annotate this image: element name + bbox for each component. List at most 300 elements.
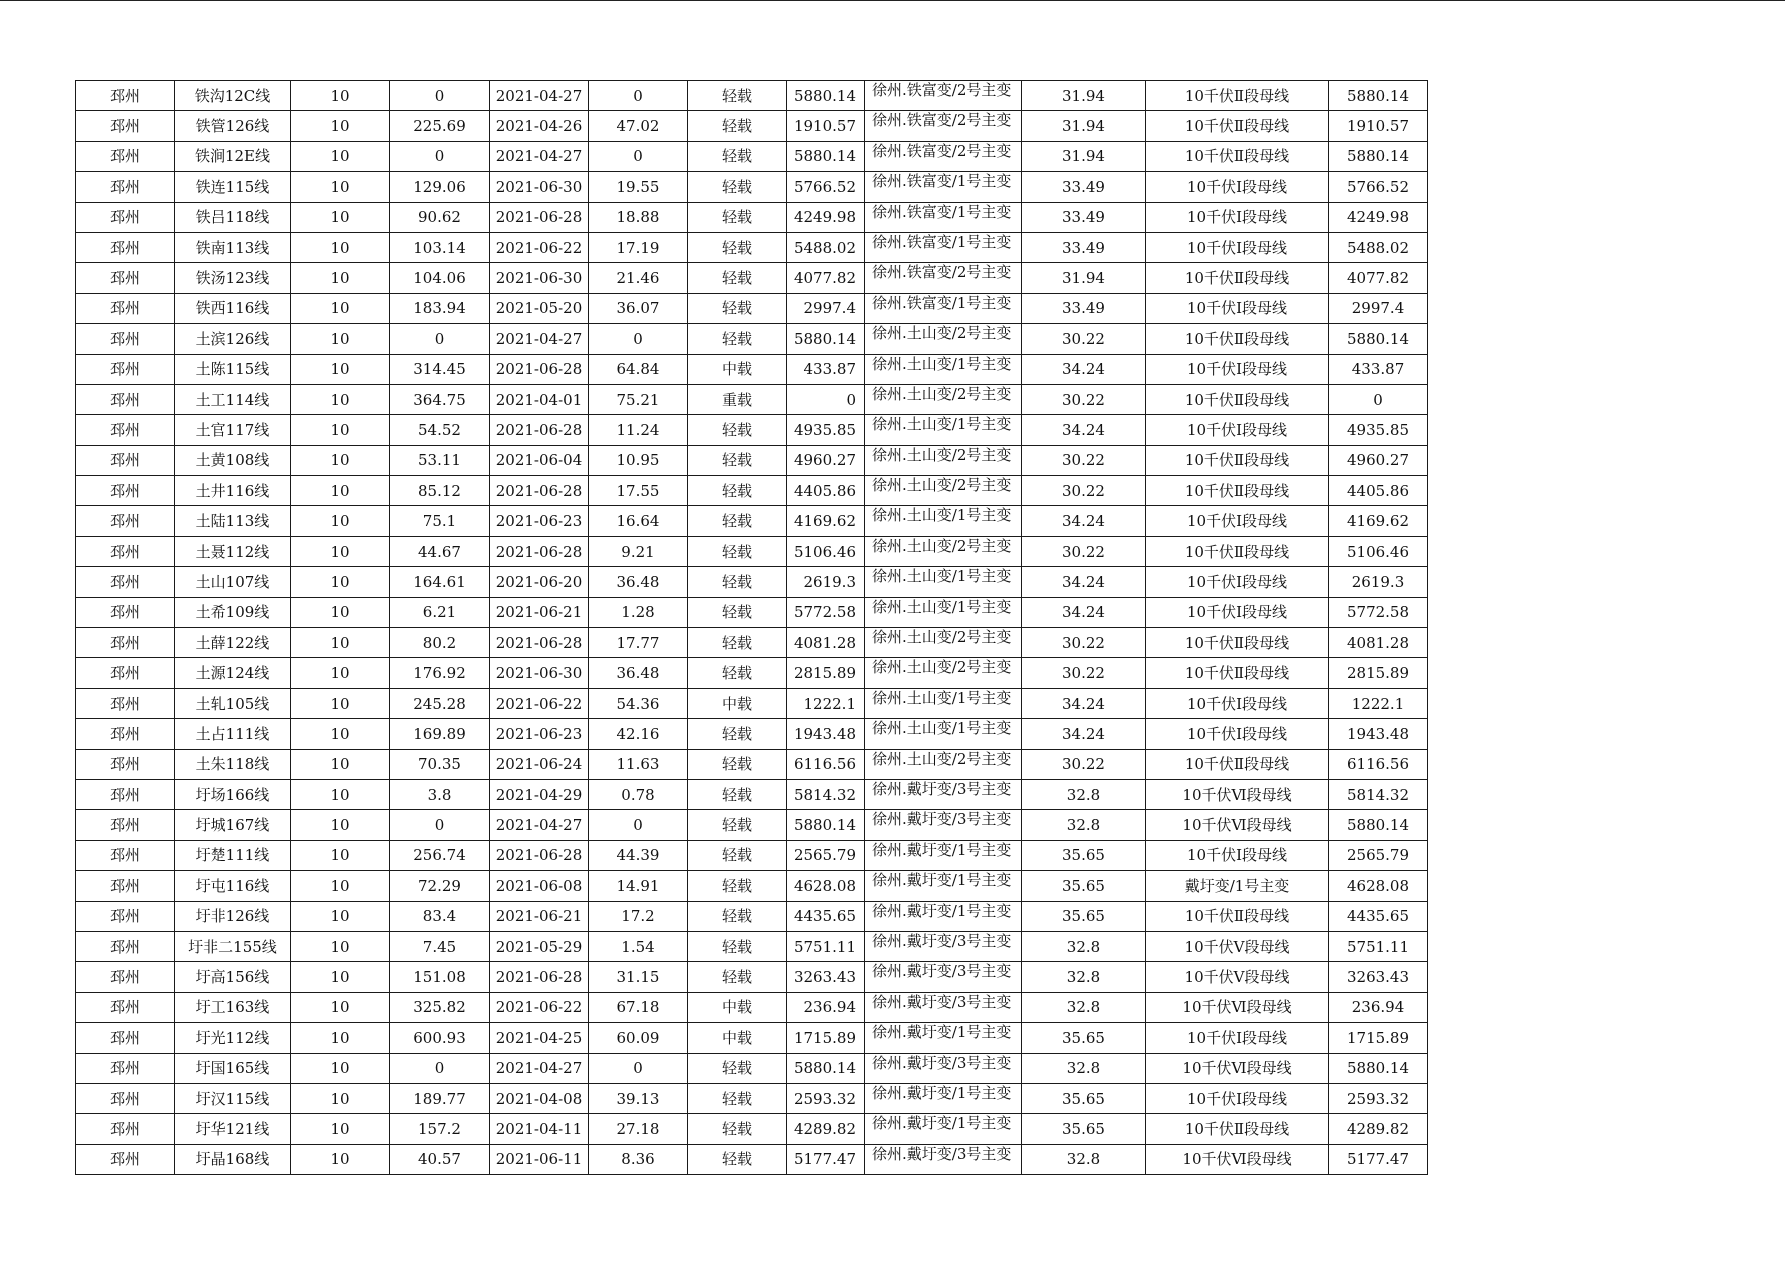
transformer-cell: 徐州.铁富变/1号主变 [865, 202, 1022, 232]
load-rate-cell: 39.13 [589, 1083, 688, 1113]
transformer-cell: 徐州.铁富变/2号主变 [865, 81, 1022, 111]
date-cell: 2021-04-25 [490, 1023, 589, 1053]
load-value-cell: 157.2 [390, 1114, 490, 1144]
load-value-cell: 0 [390, 810, 490, 840]
busbar-cell: 10千伏Ⅵ段母线 [1146, 1144, 1329, 1174]
load-status-cell: 中载 [688, 688, 787, 718]
line-name-cell: 土陈115线 [175, 354, 291, 384]
transformer-rate-cell: 30.22 [1022, 536, 1146, 566]
load-rate-cell: 14.91 [589, 871, 688, 901]
available-capacity-cell: 5880.14 [1329, 1053, 1428, 1083]
table-row [76, 901, 1428, 931]
load-value-cell: 6.21 [390, 597, 490, 627]
voltage-cell: 10 [291, 901, 390, 931]
load-status-cell: 轻载 [688, 1114, 787, 1144]
date-cell: 2021-06-11 [490, 1144, 589, 1174]
capacity-cell: 5880.14 [787, 324, 865, 354]
voltage-cell: 10 [291, 628, 390, 658]
load-value-cell: 90.62 [390, 202, 490, 232]
capacity-cell: 4435.65 [787, 901, 865, 931]
transformer-rate-cell: 32.8 [1022, 1144, 1146, 1174]
busbar-cell: 10千伏Ⅰ段母线 [1146, 1083, 1329, 1113]
capacity-cell: 4081.28 [787, 628, 865, 658]
voltage-cell: 10 [291, 992, 390, 1022]
line-name-cell: 土官117线 [175, 415, 291, 445]
available-capacity-cell: 4435.65 [1329, 901, 1428, 931]
voltage-cell: 10 [291, 688, 390, 718]
line-name-cell: 圩光112线 [175, 1023, 291, 1053]
load-status-cell: 中载 [688, 1023, 787, 1053]
table-row [76, 628, 1428, 658]
load-rate-cell: 54.36 [589, 688, 688, 718]
load-rate-cell: 17.19 [589, 232, 688, 262]
region-cell: 邳州 [76, 1083, 175, 1113]
table-row [76, 962, 1428, 992]
table-row [76, 111, 1428, 141]
busbar-cell: 10千伏Ⅵ段母线 [1146, 779, 1329, 809]
region-cell: 邳州 [76, 871, 175, 901]
load-rate-cell: 0.78 [589, 779, 688, 809]
transformer-rate-cell: 35.65 [1022, 840, 1146, 870]
voltage-cell: 10 [291, 293, 390, 323]
date-cell: 2021-06-22 [490, 992, 589, 1022]
region-cell: 邳州 [76, 1023, 175, 1053]
busbar-cell: 10千伏Ⅱ段母线 [1146, 384, 1329, 414]
region-cell: 邳州 [76, 1114, 175, 1144]
load-value-cell: 314.45 [390, 354, 490, 384]
line-name-cell: 铁涧12E线 [175, 141, 291, 171]
load-rate-cell: 31.15 [589, 962, 688, 992]
load-status-cell: 轻载 [688, 141, 787, 171]
load-status-cell: 轻载 [688, 172, 787, 202]
transformer-rate-cell: 31.94 [1022, 263, 1146, 293]
available-capacity-cell: 0 [1329, 384, 1428, 414]
voltage-cell: 10 [291, 202, 390, 232]
voltage-cell: 10 [291, 1083, 390, 1113]
load-status-cell: 轻载 [688, 567, 787, 597]
date-cell: 2021-06-23 [490, 506, 589, 536]
date-cell: 2021-06-28 [490, 476, 589, 506]
date-cell: 2021-06-28 [490, 415, 589, 445]
line-name-cell: 圩非126线 [175, 901, 291, 931]
capacity-cell: 4249.98 [787, 202, 865, 232]
available-capacity-cell: 5177.47 [1329, 1144, 1428, 1174]
transformer-rate-cell: 30.22 [1022, 324, 1146, 354]
busbar-cell: 10千伏Ⅱ段母线 [1146, 628, 1329, 658]
busbar-cell: 10千伏Ⅱ段母线 [1146, 476, 1329, 506]
voltage-cell: 10 [291, 749, 390, 779]
busbar-cell: 10千伏Ⅱ段母线 [1146, 536, 1329, 566]
busbar-cell: 10千伏Ⅰ段母线 [1146, 293, 1329, 323]
capacity-cell: 5772.58 [787, 597, 865, 627]
load-status-cell: 轻载 [688, 749, 787, 779]
line-name-cell: 土薛122线 [175, 628, 291, 658]
date-cell: 2021-04-27 [490, 324, 589, 354]
capacity-cell: 2619.3 [787, 567, 865, 597]
busbar-cell: 10千伏Ⅰ段母线 [1146, 1023, 1329, 1053]
load-rate-cell: 47.02 [589, 111, 688, 141]
load-status-cell: 中载 [688, 354, 787, 384]
table-row [76, 658, 1428, 688]
table-row [76, 202, 1428, 232]
table-body [76, 81, 1428, 1175]
table-row [76, 324, 1428, 354]
load-rate-cell: 8.36 [589, 1144, 688, 1174]
load-value-cell: 70.35 [390, 749, 490, 779]
region-cell: 邳州 [76, 719, 175, 749]
transformer-cell: 徐州.戴圩变/1号主变 [865, 901, 1022, 931]
table-row [76, 810, 1428, 840]
transformer-cell: 徐州.铁富变/2号主变 [865, 141, 1022, 171]
table-row [76, 597, 1428, 627]
voltage-cell: 10 [291, 779, 390, 809]
date-cell: 2021-05-20 [490, 293, 589, 323]
table-row [76, 536, 1428, 566]
transformer-rate-cell: 32.8 [1022, 1053, 1146, 1083]
capacity-cell: 1910.57 [787, 111, 865, 141]
transformer-cell: 徐州.土山变/2号主变 [865, 476, 1022, 506]
region-cell: 邳州 [76, 172, 175, 202]
table-row [76, 931, 1428, 961]
line-name-cell: 圩城167线 [175, 810, 291, 840]
region-cell: 邳州 [76, 810, 175, 840]
transformer-rate-cell: 31.94 [1022, 111, 1146, 141]
transformer-cell: 徐州.铁富变/1号主变 [865, 293, 1022, 323]
load-rate-cell: 1.54 [589, 931, 688, 961]
line-name-cell: 土朱118线 [175, 749, 291, 779]
table-row [76, 263, 1428, 293]
page-top-rule [0, 0, 1785, 1]
load-rate-cell: 0 [589, 1053, 688, 1083]
load-rate-cell: 0 [589, 81, 688, 111]
voltage-cell: 10 [291, 658, 390, 688]
transformer-rate-cell: 30.22 [1022, 658, 1146, 688]
busbar-cell: 10千伏Ⅱ段母线 [1146, 141, 1329, 171]
table-row [76, 354, 1428, 384]
transformer-cell: 徐州.戴圩变/3号主变 [865, 992, 1022, 1022]
date-cell: 2021-06-23 [490, 719, 589, 749]
transformer-rate-cell: 33.49 [1022, 202, 1146, 232]
load-rate-cell: 75.21 [589, 384, 688, 414]
load-status-cell: 轻载 [688, 962, 787, 992]
line-name-cell: 圩场166线 [175, 779, 291, 809]
transformer-rate-cell: 31.94 [1022, 81, 1146, 111]
voltage-cell: 10 [291, 840, 390, 870]
region-cell: 邳州 [76, 628, 175, 658]
line-name-cell: 圩工163线 [175, 992, 291, 1022]
transformer-cell: 徐州.土山变/2号主变 [865, 628, 1022, 658]
voltage-cell: 10 [291, 415, 390, 445]
transformer-rate-cell: 32.8 [1022, 931, 1146, 961]
line-name-cell: 圩高156线 [175, 962, 291, 992]
load-value-cell: 129.06 [390, 172, 490, 202]
available-capacity-cell: 4935.85 [1329, 415, 1428, 445]
transformer-rate-cell: 31.94 [1022, 141, 1146, 171]
load-status-cell: 重载 [688, 384, 787, 414]
region-cell: 邳州 [76, 141, 175, 171]
region-cell: 邳州 [76, 962, 175, 992]
busbar-cell: 10千伏Ⅱ段母线 [1146, 658, 1329, 688]
busbar-cell: 10千伏Ⅰ段母线 [1146, 202, 1329, 232]
date-cell: 2021-04-11 [490, 1114, 589, 1144]
load-rate-cell: 42.16 [589, 719, 688, 749]
transformer-cell: 徐州.土山变/2号主变 [865, 749, 1022, 779]
load-status-cell: 中载 [688, 992, 787, 1022]
line-name-cell: 土希109线 [175, 597, 291, 627]
load-status-cell: 轻载 [688, 1053, 787, 1083]
load-status-cell: 轻载 [688, 111, 787, 141]
busbar-cell: 10千伏Ⅵ段母线 [1146, 1053, 1329, 1083]
load-status-cell: 轻载 [688, 901, 787, 931]
load-value-cell: 83.4 [390, 901, 490, 931]
transformer-cell: 徐州.戴圩变/1号主变 [865, 1023, 1022, 1053]
region-cell: 邳州 [76, 779, 175, 809]
voltage-cell: 10 [291, 931, 390, 961]
table-row [76, 567, 1428, 597]
capacity-cell: 4935.85 [787, 415, 865, 445]
transformer-rate-cell: 30.22 [1022, 476, 1146, 506]
load-rate-cell: 17.77 [589, 628, 688, 658]
load-rate-cell: 17.2 [589, 901, 688, 931]
capacity-cell: 4960.27 [787, 445, 865, 475]
busbar-cell: 10千伏Ⅰ段母线 [1146, 232, 1329, 262]
voltage-cell: 10 [291, 172, 390, 202]
load-status-cell: 轻载 [688, 1083, 787, 1113]
load-value-cell: 256.74 [390, 840, 490, 870]
load-status-cell: 轻载 [688, 719, 787, 749]
transformer-rate-cell: 32.8 [1022, 779, 1146, 809]
region-cell: 邳州 [76, 384, 175, 414]
table-row [76, 719, 1428, 749]
transformer-rate-cell: 32.8 [1022, 992, 1146, 1022]
available-capacity-cell: 1222.1 [1329, 688, 1428, 718]
date-cell: 2021-05-29 [490, 931, 589, 961]
table-row [76, 81, 1428, 111]
region-cell: 邳州 [76, 324, 175, 354]
busbar-cell: 10千伏Ⅰ段母线 [1146, 719, 1329, 749]
load-status-cell: 轻载 [688, 536, 787, 566]
load-value-cell: 104.06 [390, 263, 490, 293]
region-cell: 邳州 [76, 232, 175, 262]
transformer-cell: 徐州.铁富变/1号主变 [865, 232, 1022, 262]
load-rate-cell: 36.07 [589, 293, 688, 323]
transformer-cell: 徐州.土山变/1号主变 [865, 415, 1022, 445]
available-capacity-cell: 6116.56 [1329, 749, 1428, 779]
voltage-cell: 10 [291, 536, 390, 566]
region-cell: 邳州 [76, 840, 175, 870]
date-cell: 2021-06-04 [490, 445, 589, 475]
table-row [76, 415, 1428, 445]
date-cell: 2021-06-28 [490, 536, 589, 566]
load-value-cell: 80.2 [390, 628, 490, 658]
line-name-cell: 土黄108线 [175, 445, 291, 475]
region-cell: 邳州 [76, 263, 175, 293]
transformer-cell: 徐州.土山变/1号主变 [865, 688, 1022, 718]
line-name-cell: 圩国165线 [175, 1053, 291, 1083]
available-capacity-cell: 5766.52 [1329, 172, 1428, 202]
load-status-cell: 轻载 [688, 810, 787, 840]
transformer-rate-cell: 34.24 [1022, 354, 1146, 384]
line-name-cell: 铁沟12C线 [175, 81, 291, 111]
region-cell: 邳州 [76, 506, 175, 536]
load-rate-cell: 16.64 [589, 506, 688, 536]
busbar-cell: 10千伏Ⅱ段母线 [1146, 81, 1329, 111]
load-value-cell: 85.12 [390, 476, 490, 506]
load-rate-cell: 11.24 [589, 415, 688, 445]
region-cell: 邳州 [76, 476, 175, 506]
line-name-cell: 铁连115线 [175, 172, 291, 202]
line-name-cell: 圩晶168线 [175, 1144, 291, 1174]
table-row [76, 840, 1428, 870]
date-cell: 2021-06-30 [490, 263, 589, 293]
transformer-cell: 徐州.土山变/2号主变 [865, 384, 1022, 414]
voltage-cell: 10 [291, 81, 390, 111]
date-cell: 2021-06-21 [490, 901, 589, 931]
table-row [76, 749, 1428, 779]
capacity-cell: 2565.79 [787, 840, 865, 870]
transformer-cell: 徐州.土山变/1号主变 [865, 719, 1022, 749]
line-name-cell: 圩楚111线 [175, 840, 291, 870]
date-cell: 2021-06-24 [490, 749, 589, 779]
voltage-cell: 10 [291, 1053, 390, 1083]
transformer-cell: 徐州.土山变/1号主变 [865, 597, 1022, 627]
capacity-cell: 236.94 [787, 992, 865, 1022]
voltage-cell: 10 [291, 263, 390, 293]
capacity-cell: 5751.11 [787, 931, 865, 961]
available-capacity-cell: 4405.86 [1329, 476, 1428, 506]
load-rate-cell: 10.95 [589, 445, 688, 475]
load-rate-cell: 9.21 [589, 536, 688, 566]
transformer-cell: 徐州.铁富变/1号主变 [865, 172, 1022, 202]
capacity-cell: 0 [787, 384, 865, 414]
table-row [76, 476, 1428, 506]
transformer-rate-cell: 32.8 [1022, 962, 1146, 992]
available-capacity-cell: 5106.46 [1329, 536, 1428, 566]
date-cell: 2021-06-08 [490, 871, 589, 901]
transformer-rate-cell: 35.65 [1022, 1083, 1146, 1113]
transformer-cell: 徐州.戴圩变/3号主变 [865, 1053, 1022, 1083]
load-rate-cell: 17.55 [589, 476, 688, 506]
load-value-cell: 0 [390, 141, 490, 171]
date-cell: 2021-04-26 [490, 111, 589, 141]
load-status-cell: 轻载 [688, 1144, 787, 1174]
line-name-cell: 铁西116线 [175, 293, 291, 323]
transformer-cell: 徐州.土山变/1号主变 [865, 506, 1022, 536]
load-value-cell: 44.67 [390, 536, 490, 566]
busbar-cell: 10千伏Ⅰ段母线 [1146, 597, 1329, 627]
region-cell: 邳州 [76, 992, 175, 1022]
transformer-cell: 徐州.戴圩变/1号主变 [865, 1083, 1022, 1113]
available-capacity-cell: 5880.14 [1329, 141, 1428, 171]
transformer-rate-cell: 34.24 [1022, 688, 1146, 718]
table-row [76, 688, 1428, 718]
table-row [76, 871, 1428, 901]
busbar-cell: 10千伏Ⅱ段母线 [1146, 1114, 1329, 1144]
busbar-cell: 10千伏Ⅰ段母线 [1146, 506, 1329, 536]
available-capacity-cell: 4077.82 [1329, 263, 1428, 293]
load-value-cell: 176.92 [390, 658, 490, 688]
capacity-cell: 4405.86 [787, 476, 865, 506]
table-row [76, 172, 1428, 202]
voltage-cell: 10 [291, 354, 390, 384]
available-capacity-cell: 236.94 [1329, 992, 1428, 1022]
load-value-cell: 75.1 [390, 506, 490, 536]
available-capacity-cell: 5880.14 [1329, 324, 1428, 354]
load-rate-cell: 36.48 [589, 658, 688, 688]
transformer-cell: 徐州.土山变/2号主变 [865, 536, 1022, 566]
load-status-cell: 轻载 [688, 202, 787, 232]
date-cell: 2021-06-22 [490, 232, 589, 262]
load-value-cell: 54.52 [390, 415, 490, 445]
voltage-cell: 10 [291, 506, 390, 536]
load-value-cell: 600.93 [390, 1023, 490, 1053]
load-rate-cell: 0 [589, 141, 688, 171]
voltage-cell: 10 [291, 597, 390, 627]
region-cell: 邳州 [76, 536, 175, 566]
load-rate-cell: 0 [589, 324, 688, 354]
load-status-cell: 轻载 [688, 232, 787, 262]
busbar-cell: 10千伏Ⅱ段母线 [1146, 445, 1329, 475]
busbar-cell: 10千伏Ⅴ段母线 [1146, 931, 1329, 961]
voltage-cell: 10 [291, 141, 390, 171]
capacity-cell: 1222.1 [787, 688, 865, 718]
date-cell: 2021-04-01 [490, 384, 589, 414]
line-name-cell: 圩屯116线 [175, 871, 291, 901]
line-name-cell: 圩汉115线 [175, 1083, 291, 1113]
region-cell: 邳州 [76, 1144, 175, 1174]
busbar-cell: 10千伏Ⅰ段母线 [1146, 354, 1329, 384]
voltage-cell: 10 [291, 962, 390, 992]
line-name-cell: 土源124线 [175, 658, 291, 688]
table-row [76, 141, 1428, 171]
capacity-cell: 5880.14 [787, 1053, 865, 1083]
available-capacity-cell: 1910.57 [1329, 111, 1428, 141]
load-value-cell: 0 [390, 1053, 490, 1083]
available-capacity-cell: 5772.58 [1329, 597, 1428, 627]
region-cell: 邳州 [76, 354, 175, 384]
transformer-rate-cell: 35.65 [1022, 901, 1146, 931]
load-rate-cell: 64.84 [589, 354, 688, 384]
load-status-cell: 轻载 [688, 840, 787, 870]
busbar-cell: 10千伏Ⅰ段母线 [1146, 172, 1329, 202]
load-status-cell: 轻载 [688, 628, 787, 658]
load-value-cell: 364.75 [390, 384, 490, 414]
voltage-cell: 10 [291, 567, 390, 597]
transformer-rate-cell: 32.8 [1022, 810, 1146, 840]
busbar-cell: 10千伏Ⅰ段母线 [1146, 840, 1329, 870]
table-row [76, 1023, 1428, 1053]
capacity-cell: 2815.89 [787, 658, 865, 688]
transformer-cell: 徐州.戴圩变/3号主变 [865, 779, 1022, 809]
available-capacity-cell: 2565.79 [1329, 840, 1428, 870]
busbar-cell: 10千伏Ⅱ段母线 [1146, 324, 1329, 354]
transformer-cell: 徐州.戴圩变/1号主变 [865, 871, 1022, 901]
region-cell: 邳州 [76, 81, 175, 111]
transformer-cell: 徐州.铁富变/2号主变 [865, 263, 1022, 293]
table-row [76, 384, 1428, 414]
line-name-cell: 土滨126线 [175, 324, 291, 354]
date-cell: 2021-06-28 [490, 840, 589, 870]
region-cell: 邳州 [76, 749, 175, 779]
line-name-cell: 土轧105线 [175, 688, 291, 718]
capacity-cell: 4169.62 [787, 506, 865, 536]
transformer-cell: 徐州.土山变/1号主变 [865, 567, 1022, 597]
transformer-rate-cell: 34.24 [1022, 719, 1146, 749]
transformer-rate-cell: 34.24 [1022, 567, 1146, 597]
transformer-cell: 徐州.戴圩变/1号主变 [865, 1114, 1022, 1144]
load-status-cell: 轻载 [688, 871, 787, 901]
capacity-cell: 4077.82 [787, 263, 865, 293]
